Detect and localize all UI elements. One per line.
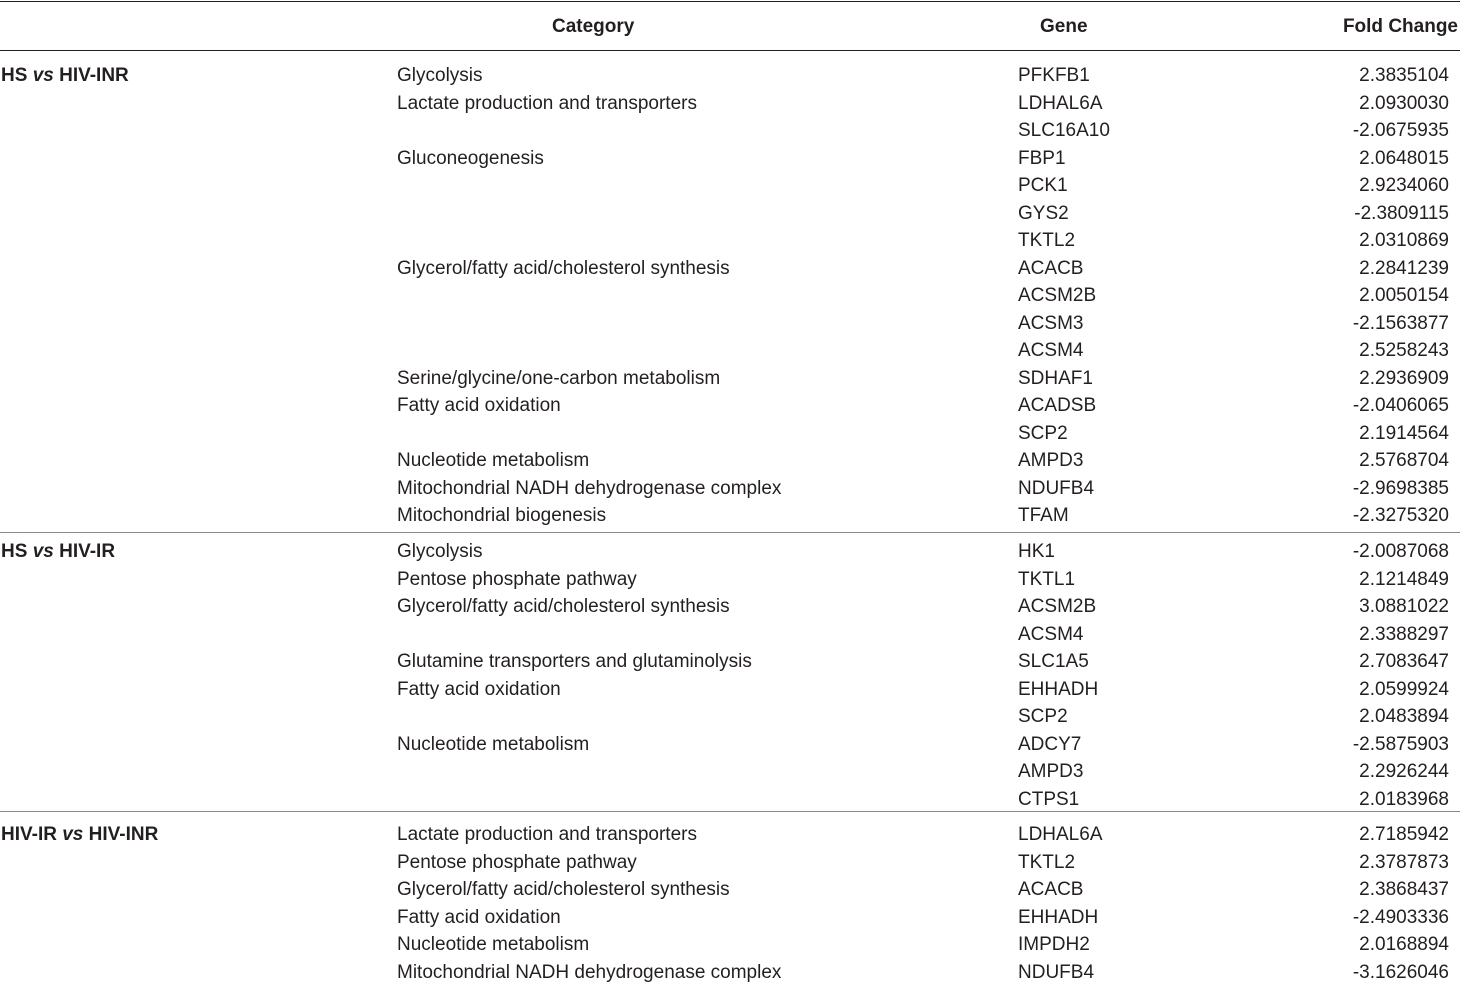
- fold-change-cell: -2.4903336: [1353, 904, 1449, 932]
- fold-change-cell: 2.5258243: [1359, 337, 1449, 365]
- category-cell: Gluconeogenesis: [397, 145, 544, 173]
- fold-change-cell: 2.1214849: [1359, 566, 1449, 594]
- fold-change-cell: 3.0881022: [1359, 593, 1449, 621]
- table-row: [0, 62, 1460, 90]
- table-row: [0, 255, 1460, 283]
- category-cell: Glutamine transporters and glutaminolysis: [397, 648, 752, 676]
- table-row: [0, 502, 1460, 530]
- fold-change-cell: -2.9698385: [1353, 475, 1449, 503]
- gene-cell: TFAM: [1018, 502, 1069, 530]
- gene-cell: CTPS1: [1018, 786, 1079, 814]
- gene-cell: SLC1A5: [1018, 648, 1089, 676]
- category-cell: Pentose phosphate pathway: [397, 566, 637, 594]
- gene-cell: SCP2: [1018, 703, 1068, 731]
- table-row: [0, 172, 1460, 200]
- category-cell: Serine/glycine/one-carbon metabolism: [397, 365, 720, 393]
- table-row: [0, 931, 1460, 959]
- table-row: [0, 90, 1460, 118]
- fold-change-cell: 2.3835104: [1359, 62, 1449, 90]
- gene-cell: AMPD3: [1018, 758, 1083, 786]
- fold-change-cell: 2.0168894: [1359, 931, 1449, 959]
- table-row: [0, 821, 1460, 849]
- category-cell: Mitochondrial NADH dehydrogenase complex: [397, 959, 781, 986]
- comparison-group-hs-vs-hiv-inr: [0, 62, 1460, 530]
- gene-cell: SDHAF1: [1018, 365, 1093, 393]
- fold-change-cell: 2.7185942: [1359, 821, 1449, 849]
- fold-change-cell: 2.0930030: [1359, 90, 1449, 118]
- fold-change-cell: -2.5875903: [1353, 731, 1449, 759]
- comparison-group-hiv-ir-vs-hiv-inr: [0, 821, 1460, 986]
- table-row: [0, 566, 1460, 594]
- gene-cell: SCP2: [1018, 420, 1068, 448]
- comparison-label: HIV-IR vs HIV-INR: [1, 821, 158, 849]
- header-fold-change: Fold Change: [1343, 14, 1458, 40]
- table-row: [0, 282, 1460, 310]
- header-bottom-rule: [0, 50, 1460, 51]
- gene-cell: TKTL1: [1018, 566, 1075, 594]
- fold-change-cell: 2.2841239: [1359, 255, 1449, 283]
- gene-cell: PFKFB1: [1018, 62, 1090, 90]
- gene-cell: SLC16A10: [1018, 117, 1110, 145]
- gene-cell: ACACB: [1018, 255, 1083, 283]
- gene-cell: PCK1: [1018, 172, 1068, 200]
- table-row: [0, 758, 1460, 786]
- fold-change-cell: 2.9234060: [1359, 172, 1449, 200]
- fold-change-cell: -3.1626046: [1353, 959, 1449, 986]
- table-row: [0, 876, 1460, 904]
- fold-change-cell: 2.3868437: [1359, 876, 1449, 904]
- table-row: [0, 475, 1460, 503]
- category-cell: Mitochondrial biogenesis: [397, 502, 606, 530]
- category-cell: Glycolysis: [397, 62, 483, 90]
- fold-change-cell: -2.1563877: [1353, 310, 1449, 338]
- table-row: [0, 849, 1460, 877]
- fold-change-cell: 2.2926244: [1359, 758, 1449, 786]
- gene-cell: NDUFB4: [1018, 475, 1094, 503]
- fold-change-cell: -2.0406065: [1353, 392, 1449, 420]
- gene-cell: AMPD3: [1018, 447, 1083, 475]
- comparison-label: HS vs HIV-INR: [1, 62, 129, 90]
- category-cell: Glycerol/fatty acid/cholesterol synthesis: [397, 593, 730, 621]
- gene-cell: TKTL2: [1018, 849, 1075, 877]
- header-category: Category: [552, 14, 634, 40]
- table-row: [0, 365, 1460, 393]
- category-cell: Nucleotide metabolism: [397, 731, 589, 759]
- fold-change-cell: 2.3388297: [1359, 621, 1449, 649]
- fold-change-cell: 2.0050154: [1359, 282, 1449, 310]
- fold-change-cell: 2.7083647: [1359, 648, 1449, 676]
- table-row: [0, 200, 1460, 228]
- fold-change-cell: 2.5768704: [1359, 447, 1449, 475]
- category-cell: Mitochondrial NADH dehydrogenase complex: [397, 475, 781, 503]
- fold-change-cell: 2.2936909: [1359, 365, 1449, 393]
- gene-cell: ACACB: [1018, 876, 1083, 904]
- table-row: [0, 731, 1460, 759]
- table-row: [0, 593, 1460, 621]
- table-row: [0, 676, 1460, 704]
- gene-cell: TKTL2: [1018, 227, 1075, 255]
- fold-change-cell: -2.3809115: [1354, 200, 1449, 228]
- category-cell: Nucleotide metabolism: [397, 447, 589, 475]
- comparison-label: HS vs HIV-IR: [1, 538, 115, 566]
- fold-change-cell: -2.0087068: [1353, 538, 1449, 566]
- table-row: [0, 420, 1460, 448]
- table-row: [0, 538, 1460, 566]
- table-row: [0, 447, 1460, 475]
- gene-cell: GYS2: [1018, 200, 1069, 228]
- gene-cell: EHHADH: [1018, 904, 1098, 932]
- table-row: [0, 959, 1460, 986]
- table-row: [0, 904, 1460, 932]
- gene-cell: LDHAL6A: [1018, 821, 1103, 849]
- comparison-group-hs-vs-hiv-ir: [0, 538, 1460, 813]
- gene-cell: ACSM3: [1018, 310, 1083, 338]
- category-cell: Lactate production and transporters: [397, 90, 697, 118]
- table-row: [0, 703, 1460, 731]
- gene-cell: NDUFB4: [1018, 959, 1094, 986]
- fold-change-cell: 2.0310869: [1359, 227, 1449, 255]
- category-cell: Glycerol/fatty acid/cholesterol synthesis: [397, 255, 730, 283]
- table-row: [0, 392, 1460, 420]
- category-cell: Fatty acid oxidation: [397, 676, 561, 704]
- table-row: [0, 621, 1460, 649]
- gene-cell: ACSM4: [1018, 337, 1083, 365]
- fold-change-cell: 2.3787873: [1359, 849, 1449, 877]
- category-cell: Glycolysis: [397, 538, 483, 566]
- gene-cell: HK1: [1018, 538, 1055, 566]
- gene-cell: ACADSB: [1018, 392, 1096, 420]
- table-row: [0, 786, 1460, 814]
- gene-cell: ADCY7: [1018, 731, 1081, 759]
- fold-change-cell: 2.0648015: [1359, 145, 1449, 173]
- fold-change-cell: 2.0483894: [1359, 703, 1449, 731]
- gene-cell: ACSM2B: [1018, 282, 1096, 310]
- fold-change-cell: 2.0599924: [1359, 676, 1449, 704]
- group-separator-rule: [0, 532, 1460, 533]
- category-cell: Pentose phosphate pathway: [397, 849, 637, 877]
- fold-change-cell: 2.1914564: [1359, 420, 1449, 448]
- fold-change-cell: -2.0675935: [1353, 117, 1449, 145]
- gene-cell: FBP1: [1018, 145, 1066, 173]
- table-row: [0, 648, 1460, 676]
- fold-change-cell: -2.3275320: [1353, 502, 1449, 530]
- group-separator-rule: [0, 811, 1460, 812]
- category-cell: Nucleotide metabolism: [397, 931, 589, 959]
- table-row: [0, 145, 1460, 173]
- fold-change-cell: 2.0183968: [1359, 786, 1449, 814]
- gene-cell: IMPDH2: [1018, 931, 1090, 959]
- gene-cell: EHHADH: [1018, 676, 1098, 704]
- category-cell: Fatty acid oxidation: [397, 904, 561, 932]
- header-gene: Gene: [1040, 14, 1088, 40]
- gene-cell: LDHAL6A: [1018, 90, 1103, 118]
- category-cell: Glycerol/fatty acid/cholesterol synthesis: [397, 876, 730, 904]
- category-cell: Fatty acid oxidation: [397, 392, 561, 420]
- gene-cell: ACSM2B: [1018, 593, 1096, 621]
- gene-cell: ACSM4: [1018, 621, 1083, 649]
- table-row: [0, 337, 1460, 365]
- category-cell: Lactate production and transporters: [397, 821, 697, 849]
- table-row: [0, 227, 1460, 255]
- table-row: [0, 310, 1460, 338]
- table-row: [0, 117, 1460, 145]
- table-top-rule: [0, 1, 1460, 2]
